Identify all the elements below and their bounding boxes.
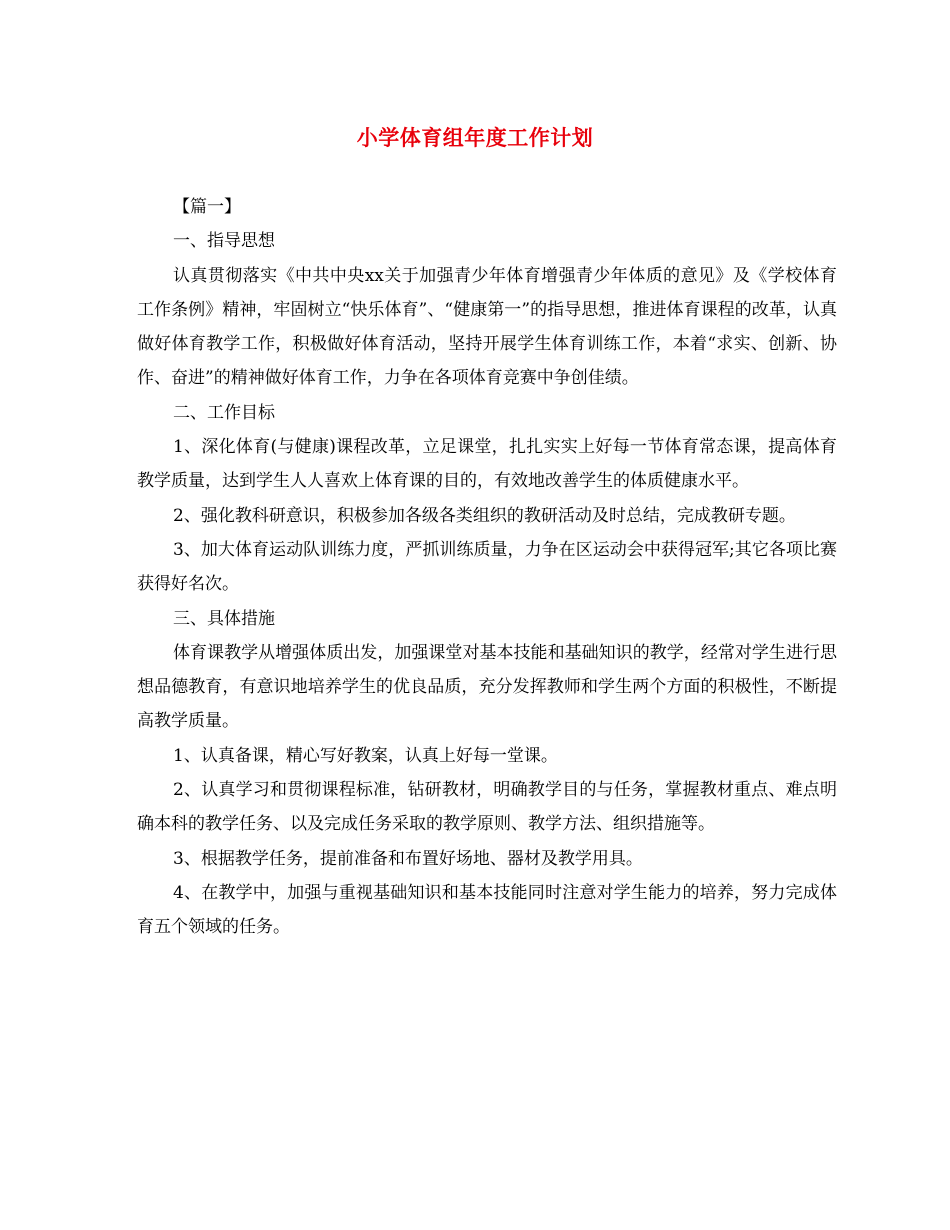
paragraph-guiding-ideology: 认真贯彻落实《中共中央xx关于加强青少年体育增强青少年体质的意见》及《学校体育工作条例》精神，牢固树立“快乐体育”、“健康第一”的指导思想，推进体育课程的改革，认真做好体育教学工作，积极做好体育活动，坚持开展学生体育训练工作，本着“求实、创新、协作、奋进”的精神做好体育工作，力争在各项体育竞赛中争创佳绩。: [137, 265, 837, 389]
document-title: 小学体育组年度工作计划: [356, 125, 594, 150]
section-heading-work-goals: 二、工作目标: [173, 402, 275, 423]
paragraph-goal-3: 3、加大体育运动队训练力度，严抓训练质量，力争在区运动会中获得冠军;其它各项比赛获得好名次。: [137, 539, 837, 595]
paragraph-measure-4: 4、在教学中，加强与重视基础知识和基本技能同时注意对学生能力的培养，努力完成体育五个领域的任务。: [137, 882, 837, 938]
paragraph-measure-3: 3、根据教学任务，提前准备和布置好场地、器材及教学用具。: [173, 848, 643, 869]
document-body: [137, 190, 837, 945]
paragraph-measure-1: 1、认真备课，精心写好教案，认真上好每一堂课。: [173, 745, 558, 766]
section-heading-specific-measures: 三、具体措施: [173, 608, 275, 629]
section-heading-guiding-ideology: 一、指导思想: [173, 231, 275, 252]
paragraph-measures-intro: 体育课教学从增强体质出发，加强课堂对基本技能和基础知识的教学，经常对学生进行思想品德教育，有意识地培养学生的优良品质，充分发挥教师和学生两个方面的积极性，不断提高教学质量。: [137, 642, 837, 732]
paragraph-measure-2: 2、认真学习和贯彻课程标准，钻研教材，明确教学目的与任务，掌握教材重点、难点明确本科的教学任务、以及完成任务采取的教学原则、教学方法、组织措施等。: [137, 780, 837, 835]
section-marker-part-one: 【篇一】: [173, 197, 241, 217]
paragraph-goal-2: 2、强化教科研意识，积极参加各级各类组织的教研活动及时总结，完成教研专题。: [173, 505, 796, 526]
paragraph-goal-1: 1、深化体育(与健康)课程改革，立足课堂，扎扎实实上好每一节体育常态课，提高体育教学质量，达到学生人人喜欢上体育课的目的，有效地改善学生的体质健康水平。: [137, 437, 837, 492]
